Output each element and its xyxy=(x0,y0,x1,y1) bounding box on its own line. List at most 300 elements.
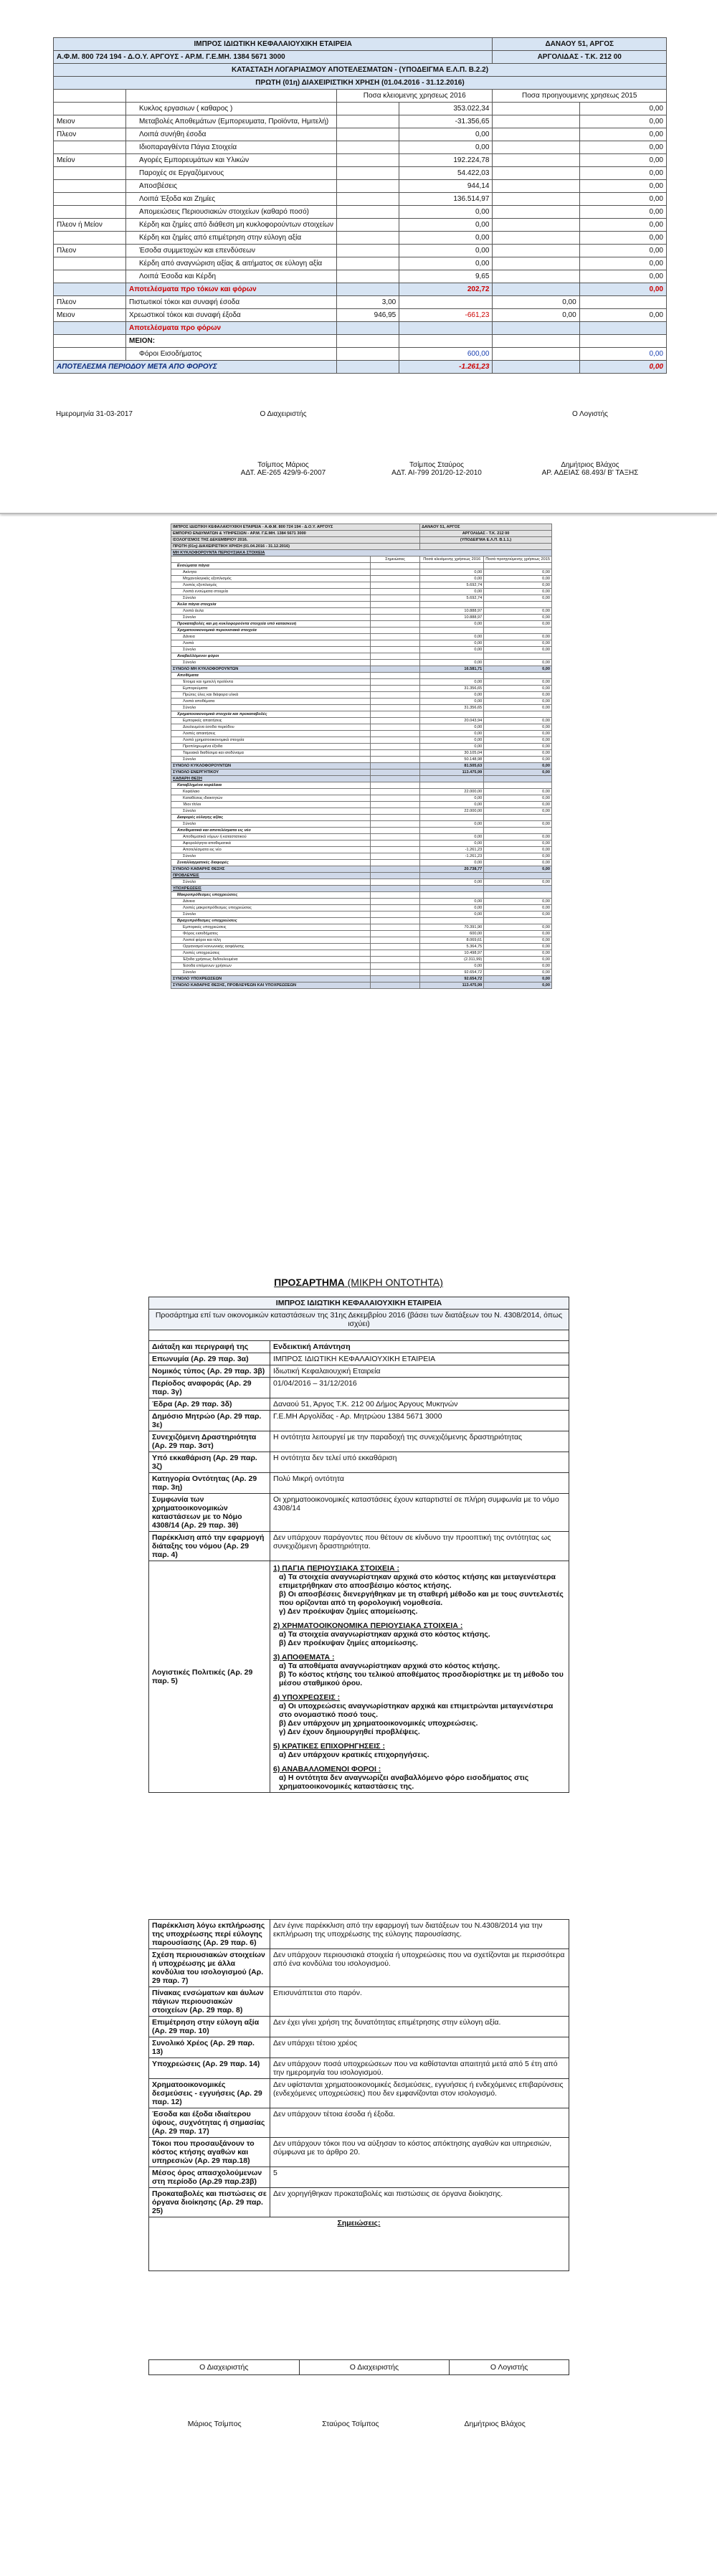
balance-prior: 0,00 xyxy=(484,853,552,860)
balance-current: 0,00 xyxy=(420,834,484,840)
balance-label: Βραχυπρόθεσμες υποχρεώσεις xyxy=(171,918,371,924)
row-value-prior: 0,00 xyxy=(579,270,666,283)
balance-current: 113.475,99 xyxy=(420,982,484,989)
balance-note xyxy=(371,918,420,924)
result-value: -1.261,23 xyxy=(399,361,493,374)
balance-current: (2.311,99) xyxy=(420,957,484,963)
bs-model: (ΥΠΟΔΕΙΓΜΑ Ε.Λ.Π. Β.1.1.) xyxy=(420,537,552,544)
policy-heading: 2) ΧΡΗΜΑΤΟΟΙΚΟΝΟΜΙΚΑ ΠΕΡΙΟΥΣΙΑΚΑ ΣΤΟΙΧΕΙΑ : xyxy=(273,1621,463,1630)
interest-income-value: 3,00 xyxy=(336,296,399,309)
balance-prior: 0,00 xyxy=(484,937,552,944)
balance-row xyxy=(171,828,552,834)
company-name: ΙΜΠΡΟΣ ΙΔΙΩΤΙΚΗ ΚΕΦΑΛΑΙΟΥΧΙΚΗ ΕΤΑΙΡΕΙΑ xyxy=(54,38,493,51)
appendix-signature-names xyxy=(148,2417,569,2431)
row-sub-prior xyxy=(493,128,579,141)
row-value-prior: 0,00 xyxy=(579,245,666,257)
balance-label: Σύνολο xyxy=(171,821,371,828)
income-row xyxy=(54,115,667,128)
balance-row xyxy=(171,602,552,608)
balance-current: 0,00 xyxy=(420,731,484,737)
balance-label: Σύνολο xyxy=(171,615,371,621)
balance-note xyxy=(371,724,420,731)
balance-prior: 0,00 xyxy=(484,808,552,815)
balance-label: Λοιπά ενσώματα στοιχεία xyxy=(171,589,371,595)
balance-row xyxy=(171,976,552,982)
balance-row xyxy=(171,563,552,569)
interest-expense-label: Χρεωστικοί τόκοι και συναφή έξοδα xyxy=(126,309,337,322)
bs-col-current: Ποσά κλειόμενης χρήσεως 2016 xyxy=(420,557,484,563)
balance-label: Δουλευμένα έσοδα περιόδου xyxy=(171,724,371,731)
sig-role: Ο Λογιστής xyxy=(450,2360,569,2375)
balance-prior xyxy=(484,673,552,679)
row-value-prior: 0,00 xyxy=(579,219,666,232)
bs-region: ΑΡΓΟΛΙΔΑΣ - Τ.Κ. 212 00 xyxy=(420,531,552,537)
balance-row xyxy=(171,569,552,576)
row-group: Μειον xyxy=(54,309,126,322)
row-value-prior: 0,00 xyxy=(579,103,666,115)
balance-row xyxy=(171,950,552,957)
appendix-answer: Δεν υφίστανται χρηματοοικονομικές δεσμεύσεις, εγγυήσεις ή ενδεχόμενες επιβαρύνσεις (ενδεχόμενες υποχρεώσεις) που δεν εμφανίζονται στον ισολογισμό. xyxy=(270,2079,569,2108)
appendix-company: ΙΜΠΡΟΣ ΙΔΙΩΤΙΚΗ ΚΕΦΑΛΑΙΟΥΧΙΚΗ ΕΤΑΙΡΕΙΑ xyxy=(149,1297,569,1310)
balance-prior xyxy=(484,776,552,782)
before-interest-label: Αποτελέσματα προ τόκων και φόρων xyxy=(126,283,337,296)
appendix-row xyxy=(149,1353,569,1365)
income-row xyxy=(54,232,667,245)
balance-label: Καταθέσεις ιδιοκτητών xyxy=(171,795,371,802)
balance-note xyxy=(371,621,420,628)
balance-current: 0,00 xyxy=(420,640,484,647)
appendix-row xyxy=(149,2058,569,2079)
balance-row xyxy=(171,589,552,595)
balance-note xyxy=(371,795,420,802)
balance-current: 113.475,99 xyxy=(420,770,484,776)
appendix-answer: Πολύ Μικρή οντότητα xyxy=(270,1473,569,1494)
row-label: Έσοδα συμμετοχών και επενδύσεων xyxy=(126,245,337,257)
row-sub-current xyxy=(336,257,399,270)
row-sub-current xyxy=(336,103,399,115)
balance-label: ΣΥΝΟΛΟ ΚΑΘΑΡΗΣ ΘΕΣΗΣ, ΠΡΟΒΛΕΨΕΩΝ ΚΑΙ ΥΠΟΧΡΕΩΣΕΩΝ xyxy=(171,982,371,989)
balance-prior: 0,00 xyxy=(484,944,552,950)
appendix-item: Σχέση περιουσιακών στοιχείων ή υποχρέωσης με άλλα κονδύλια του ισολογισμού (Αρ. 29 παρ. 7) xyxy=(149,1949,270,1987)
balance-current: 5.692,74 xyxy=(420,595,484,602)
row-group xyxy=(54,180,126,193)
balance-row xyxy=(171,918,552,924)
balance-note xyxy=(371,576,420,582)
balance-prior: 0,00 xyxy=(484,879,552,886)
company-afm: Α.Φ.Μ. 800 724 194 - Δ.Ο.Υ. ΑΡΓΟΥΣ - ΑΡ.Μ. Γ.Ε.ΜΗ. 1384 5671 3000 xyxy=(54,51,493,64)
balance-row xyxy=(171,770,552,776)
appendix-page xyxy=(0,1262,717,1893)
balance-label: Έτοιμα και ημιτελή προϊόντα xyxy=(171,679,371,686)
balance-label: Λοιπές μακροπρόθεσμες υποχρεώσεις xyxy=(171,905,371,911)
balance-current xyxy=(420,873,484,879)
balance-row xyxy=(171,931,552,937)
balance-prior: 0,00 xyxy=(484,789,552,795)
appendix-answer: ΙΜΠΡΟΣ ΙΔΙΩΤΙΚΗ ΚΕΦΑΛΑΙΟΥΧΙΚΗ ΕΤΑΙΡΕΙΑ xyxy=(270,1353,569,1365)
row-value-prior: 0,00 xyxy=(579,128,666,141)
result-prior: 0,00 xyxy=(579,361,666,374)
balance-prior: 0,00 xyxy=(484,724,552,731)
balance-current: 0,00 xyxy=(420,795,484,802)
row-label: Παροχές σε Εργαζόμενους xyxy=(126,167,337,180)
appendix-row xyxy=(149,1378,569,1398)
balance-prior: 0,00 xyxy=(484,731,552,737)
balance-row xyxy=(171,847,552,853)
balance-row xyxy=(171,937,552,944)
balance-label: Άυλα πάγια στοιχεία xyxy=(171,602,371,608)
row-value-prior: 0,00 xyxy=(579,257,666,270)
balance-prior: 0,00 xyxy=(484,647,552,653)
balance-label: Μακροπρόθεσμες υποχρεώσεις xyxy=(171,892,371,899)
row-value-current: 0,00 xyxy=(399,232,493,245)
balance-prior: 0,00 xyxy=(484,686,552,692)
minus-label: ΜΕΙΟΝ: xyxy=(126,335,337,348)
balance-note xyxy=(371,957,420,963)
balance-label: Λοιπές απαιτήσεις xyxy=(171,731,371,737)
balance-sheet-table xyxy=(171,524,552,989)
balance-label: Δάνεια xyxy=(171,899,371,905)
balance-note xyxy=(371,582,420,589)
balance-row xyxy=(171,718,552,724)
tax-label: Φόροι Εισοδήματος xyxy=(126,348,337,361)
appendix-item: Υποχρεώσεις (Αρ. 29 παρ. 14) xyxy=(149,2058,270,2079)
balance-row xyxy=(171,621,552,628)
balance-current: 10.498,97 xyxy=(420,950,484,957)
balance-current xyxy=(420,918,484,924)
signature-name: Τσίμπος Σταύρος xyxy=(409,461,464,469)
balance-label: Διαφορές εύλογης αξίας xyxy=(171,815,371,821)
balance-note xyxy=(371,666,420,673)
balance-label: Έξοδα χρήσεως δεδουλευμένα xyxy=(171,957,371,963)
row-sub-prior xyxy=(493,115,579,128)
appendix-table xyxy=(148,1297,569,1793)
balance-label: Κεφάλαιο xyxy=(171,789,371,795)
income-row xyxy=(54,219,667,232)
row-value-current: 9,65 xyxy=(399,270,493,283)
balance-label: Σύνολο xyxy=(171,705,371,711)
appendix-row xyxy=(149,2108,569,2138)
balance-note xyxy=(371,899,420,905)
appendix-answer: Επισυνάπτεται στο παρόν. xyxy=(270,1987,569,2017)
balance-prior: 0,00 xyxy=(484,621,552,628)
policy-line: β) Οι αποσβέσεις διενεργήθηκαν με τη σταθερή μέθοδο και με τους συντελεστές που ορίζονται από τη φορολογική νομοθεσία. xyxy=(279,1590,564,1607)
balance-label: ΠΡΟΒΛΕΨΕΙΣ xyxy=(171,873,371,879)
policy-line: γ) Δεν προέκυψαν ζημίες απομείωσης. xyxy=(279,1607,418,1616)
balance-current: 600,00 xyxy=(420,931,484,937)
balance-label: Προπληρωμένα έξοδα xyxy=(171,744,371,750)
bs-assets-title: ΜΗ ΚΥΚΛΟΦΟΡΟΥΝΤΑ ΠΕΡΙΟΥΣΙΑΚΑ ΣΤΟΙΧΕΙΑ xyxy=(171,550,552,557)
balance-note xyxy=(371,660,420,666)
balance-prior xyxy=(484,563,552,569)
before-interest-prior: 0,00 xyxy=(579,283,666,296)
balance-row xyxy=(171,892,552,899)
balance-row xyxy=(171,789,552,795)
bs-col-notes: Σημειώσεις xyxy=(371,557,420,563)
balance-prior: 0,00 xyxy=(484,744,552,750)
balance-label: Μηχανολογικός εξοπλισμός xyxy=(171,576,371,582)
net-interest-prior: 0,00 xyxy=(579,309,666,322)
balance-note xyxy=(371,879,420,886)
balance-label: Καταβλημένα κεφάλαια xyxy=(171,782,371,789)
balance-current xyxy=(420,711,484,718)
appendix-item: Νομικός τύπος (Αρ. 29 παρ. 3β) xyxy=(149,1365,270,1378)
balance-note xyxy=(371,776,420,782)
balance-current: 0,00 xyxy=(420,899,484,905)
balance-current: 0,00 xyxy=(420,576,484,582)
balance-label: Σύνολο xyxy=(171,808,371,815)
row-group: Πλεον xyxy=(54,296,126,309)
balance-label: Αφορολόγητα αποθεματικά xyxy=(171,840,371,847)
balance-current: 0,00 xyxy=(420,724,484,731)
balance-note xyxy=(371,711,420,718)
appendix-row xyxy=(149,1949,569,1987)
balance-prior xyxy=(484,873,552,879)
interest-expense-value: 946,95 xyxy=(336,309,399,322)
appendix-row xyxy=(149,2167,569,2188)
row-value-prior: 0,00 xyxy=(579,180,666,193)
sig-role: Ο Διαχειριστής xyxy=(299,2360,450,2375)
balance-note xyxy=(371,569,420,576)
balance-prior: 0,00 xyxy=(484,905,552,911)
balance-prior: 0,00 xyxy=(484,615,552,621)
row-label: Κυκλος εργασιων ( καθαρος ) xyxy=(126,103,337,115)
balance-row xyxy=(171,886,552,892)
balance-label: ΣΥΝΟΛΟ ΕΝΕΡΓΗΤΙΚΟΥ xyxy=(171,770,371,776)
balance-prior xyxy=(484,602,552,608)
balance-current: 5.692,74 xyxy=(420,582,484,589)
appendix-row xyxy=(149,1532,569,1561)
appendix-row xyxy=(149,1473,569,1494)
balance-prior xyxy=(484,828,552,834)
appendix-item: Υπό εκκαθάριση (Αρ. 29 παρ. 3ζ) xyxy=(149,1452,270,1473)
appendix-row xyxy=(149,1398,569,1411)
balance-prior: 0,00 xyxy=(484,576,552,582)
balance-prior xyxy=(484,918,552,924)
appendix-answer: Οι χρηματοοικονομικές καταστάσεις έχουν καταρτιστεί σε πλήρη συμφωνία με το νόμο 4308/14 xyxy=(270,1494,569,1532)
balance-note xyxy=(371,673,420,679)
appendix-item: Περίοδος αναφοράς (Αρ. 29 παρ. 3γ) xyxy=(149,1378,270,1398)
appendix-signatures xyxy=(148,2359,569,2375)
balance-label: ΣΥΝΟΛΟ ΜΗ ΚΥΚΛΟΦΟΡΟΥΝΤΩΝ xyxy=(171,666,371,673)
appendix-row xyxy=(149,2037,569,2058)
appendix-item: Επιμέτρηση στην εύλογη αξία (Αρ. 29 παρ. 10) xyxy=(149,2017,270,2037)
balance-row xyxy=(171,724,552,731)
balance-current: 0,00 xyxy=(420,744,484,750)
balance-current: 0,00 xyxy=(420,692,484,699)
balance-current: 0,00 xyxy=(420,647,484,653)
balance-prior: 0,00 xyxy=(484,718,552,724)
balance-current: -1.261,23 xyxy=(420,847,484,853)
balance-label: Σύνολο xyxy=(171,879,371,886)
balance-label: Ενσώματα πάγια xyxy=(171,563,371,569)
appendix-col-b: Ενδεικτική Απάντηση xyxy=(270,1341,569,1353)
policy-heading: 4) ΥΠΟΧΡΕΩΣΕΙΣ : xyxy=(273,1693,341,1702)
balance-label: ΥΠΟΧΡΕΩΣΕΙΣ xyxy=(171,886,371,892)
balance-row xyxy=(171,647,552,653)
balance-current: 22.000,00 xyxy=(420,808,484,815)
balance-prior: 0,00 xyxy=(484,976,552,982)
row-sub-prior xyxy=(493,154,579,167)
balance-note xyxy=(371,937,420,944)
balance-prior: 0,00 xyxy=(484,840,552,847)
row-value-prior: 0,00 xyxy=(579,154,666,167)
balance-current xyxy=(420,892,484,899)
appendix-heading-sub: (ΜΙΚΡΗ ΟΝΤΟΤΗΤΑ) xyxy=(344,1277,443,1288)
row-value-current: 0,00 xyxy=(399,141,493,154)
balance-current: 16.581,71 xyxy=(420,666,484,673)
balance-row xyxy=(171,879,552,886)
balance-row xyxy=(171,595,552,602)
balance-row xyxy=(171,840,552,847)
sig-name: Σταύρος Τσίμπος xyxy=(322,2420,379,2428)
row-group xyxy=(54,193,126,206)
balance-prior: 0,00 xyxy=(484,795,552,802)
balance-label: Πρώτες ύλες και διάφορα υλικά xyxy=(171,692,371,699)
balance-current xyxy=(420,886,484,892)
balance-label: ΣΥΝΟΛΟ ΥΠΟΧΡΕΩΣΕΩΝ xyxy=(171,976,371,982)
balance-current xyxy=(420,815,484,821)
balance-note xyxy=(371,757,420,763)
appendix-row xyxy=(149,1411,569,1431)
row-value-prior: 0,00 xyxy=(579,193,666,206)
balance-prior: 0,00 xyxy=(484,821,552,828)
appendix-answer: Δεν υπάρχουν τέτοια έσοδα ή έξοδα. xyxy=(270,2108,569,2138)
balance-label: Σύνολο xyxy=(171,647,371,653)
balance-current xyxy=(420,776,484,782)
balance-row xyxy=(171,679,552,686)
row-group xyxy=(54,206,126,219)
balance-note xyxy=(371,589,420,595)
balance-prior: 0,00 xyxy=(484,595,552,602)
row-value-current: -31.356,65 xyxy=(399,115,493,128)
balance-label: Λοιπά αποθέματα xyxy=(171,699,371,705)
appendix-col-a: Διάταξη και περιγραφή της xyxy=(149,1341,270,1353)
row-group xyxy=(54,232,126,245)
appendix-row xyxy=(149,2079,569,2108)
balance-label: Λοιπά άυλα xyxy=(171,608,371,615)
balance-note xyxy=(371,924,420,931)
interest-income-label: Πιστωτικοί τόκοι και συναφή έσοδα xyxy=(126,296,337,309)
balance-note xyxy=(371,770,420,776)
appendix-subtitle: Προσάρτημα επί των οικονομικών καταστάσεων της 31ης Δεκεμβρίου 2016 (βάσει των διατάξεων του Ν. 4308/2014, όπως ισχύει) xyxy=(149,1310,569,1330)
row-label: Ιδιοπαραγθέντα Πάγια Στοιχεία xyxy=(126,141,337,154)
balance-current: 0,00 xyxy=(420,840,484,847)
balance-note xyxy=(371,679,420,686)
balance-note xyxy=(371,821,420,828)
row-label: Λοιπά Έσοδα και Κέρδη xyxy=(126,270,337,283)
signature-id: ΑΡ. ΑΔΕΙΑΣ 68.493/ Β' ΤΑΞΗΣ xyxy=(541,469,639,477)
balance-row xyxy=(171,608,552,615)
row-value-current: 0,00 xyxy=(399,206,493,219)
row-group: Μείον xyxy=(54,154,126,167)
row-sub-prior xyxy=(493,270,579,283)
balance-row xyxy=(171,776,552,782)
balance-prior xyxy=(484,628,552,634)
row-value-prior: 0,00 xyxy=(579,206,666,219)
balance-label: Οργανισμοί κοινωνικής ασφάλισης xyxy=(171,944,371,950)
balance-current: 0,00 xyxy=(420,589,484,595)
balance-label: Λοιποί φόροι και τέλη xyxy=(171,937,371,944)
balance-note xyxy=(371,602,420,608)
balance-note xyxy=(371,628,420,634)
signature-id: ΑΔΤ. ΑΙ-799 201/20-12-2010 xyxy=(391,469,482,477)
row-sub-current xyxy=(336,180,399,193)
balance-current: 50.148,98 xyxy=(420,757,484,763)
balance-label: Σύνολο xyxy=(171,595,371,602)
policy-line: β) Δεν προέκυψαν ζημίες απομείωσης. xyxy=(279,1639,418,1647)
balance-label: Ακίνητα xyxy=(171,569,371,576)
appendix-item: Έσοδα και έξοδα ιδιαίτερου ύψους, συχνότητας ή σημασίας (Αρ. 29 παρ. 17) xyxy=(149,2108,270,2138)
balance-label: Ίδιοι τίτλοι xyxy=(171,802,371,808)
row-value-prior: 0,00 xyxy=(579,167,666,180)
balance-row xyxy=(171,873,552,879)
balance-prior xyxy=(484,782,552,789)
balance-current: 10.888,97 xyxy=(420,608,484,615)
row-label: Αγορές Εμπορευμάτων και Υλικών xyxy=(126,154,337,167)
balance-prior: 0,00 xyxy=(484,757,552,763)
row-sub-current xyxy=(336,141,399,154)
balance-prior: 0,00 xyxy=(484,802,552,808)
tax-value: 600,00 xyxy=(399,348,493,361)
balance-note xyxy=(371,782,420,789)
appendix-row xyxy=(149,1365,569,1378)
income-row xyxy=(54,193,667,206)
row-sub-current xyxy=(336,154,399,167)
policy-line: α) Δεν υπάρχουν κρατικές επιχορηγήσεις. xyxy=(279,1751,429,1759)
appendix-answer: 01/04/2016 – 31/12/2016 xyxy=(270,1378,569,1398)
appendix-item: Παρέκκλιση από την εφαρμογή διάταξης του νόμου (Αρ. 29 παρ. 4) xyxy=(149,1532,270,1561)
balance-current: 0,00 xyxy=(420,911,484,918)
col-current-header: Ποσα κλειομενης χρησεως 2016 xyxy=(336,90,492,103)
balance-label: Συναλλαγματικές διαφορές xyxy=(171,860,371,866)
balance-current: 22.000,00 xyxy=(420,789,484,795)
row-group: Μειον xyxy=(54,115,126,128)
balance-prior: 0,00 xyxy=(484,750,552,757)
appendix-answer: Δεν υπάρχει τέτοιο χρέος xyxy=(270,2037,569,2058)
row-label: Απομειώσεις Περιουσιακών στοιχείων (καθαρό ποσό) xyxy=(126,206,337,219)
balance-prior: 0,00 xyxy=(484,705,552,711)
balance-row xyxy=(171,757,552,763)
balance-current: 0,00 xyxy=(420,879,484,886)
bs-title: ΙΣΟΛΟΓΙΣΜΟΣ ΤΗΣ ΔΕΚΕΜΒΡΙΟΥ 2016. xyxy=(171,537,420,544)
balance-prior: 0,00 xyxy=(484,950,552,957)
balance-current: 10.888,97 xyxy=(420,615,484,621)
balance-row xyxy=(171,582,552,589)
row-sub-current xyxy=(336,232,399,245)
income-row xyxy=(54,103,667,115)
company-region: ΑΡΓΟΛΙΔΑΣ - Τ.Κ. 212 00 xyxy=(493,51,667,64)
balance-label: ΣΥΝΟΛΟ ΚΑΘΑΡΗΣ ΘΕΣΗΣ xyxy=(171,866,371,873)
balance-row xyxy=(171,653,552,660)
appendix-item: Συνολικό Χρέος (Αρ. 29 παρ. 13) xyxy=(149,2037,270,2058)
row-sub-prior xyxy=(493,206,579,219)
row-sub-prior xyxy=(493,180,579,193)
row-value-current: 0,00 xyxy=(399,128,493,141)
row-value-current: 353.022,34 xyxy=(399,103,493,115)
balance-note xyxy=(371,647,420,653)
balance-label: Έσοδα επόμενων χρήσεων xyxy=(171,963,371,970)
balance-row xyxy=(171,731,552,737)
balance-label: Σύνολο xyxy=(171,757,371,763)
balance-sheet-page xyxy=(0,516,717,1219)
balance-row xyxy=(171,982,552,989)
balance-label: Χρηματοοικονομικά στοιχεία και προκαταβολές xyxy=(171,711,371,718)
balance-note xyxy=(371,731,420,737)
balance-current xyxy=(420,628,484,634)
balance-note xyxy=(371,840,420,847)
balance-row xyxy=(171,815,552,821)
balance-current: 92.654,72 xyxy=(420,976,484,982)
